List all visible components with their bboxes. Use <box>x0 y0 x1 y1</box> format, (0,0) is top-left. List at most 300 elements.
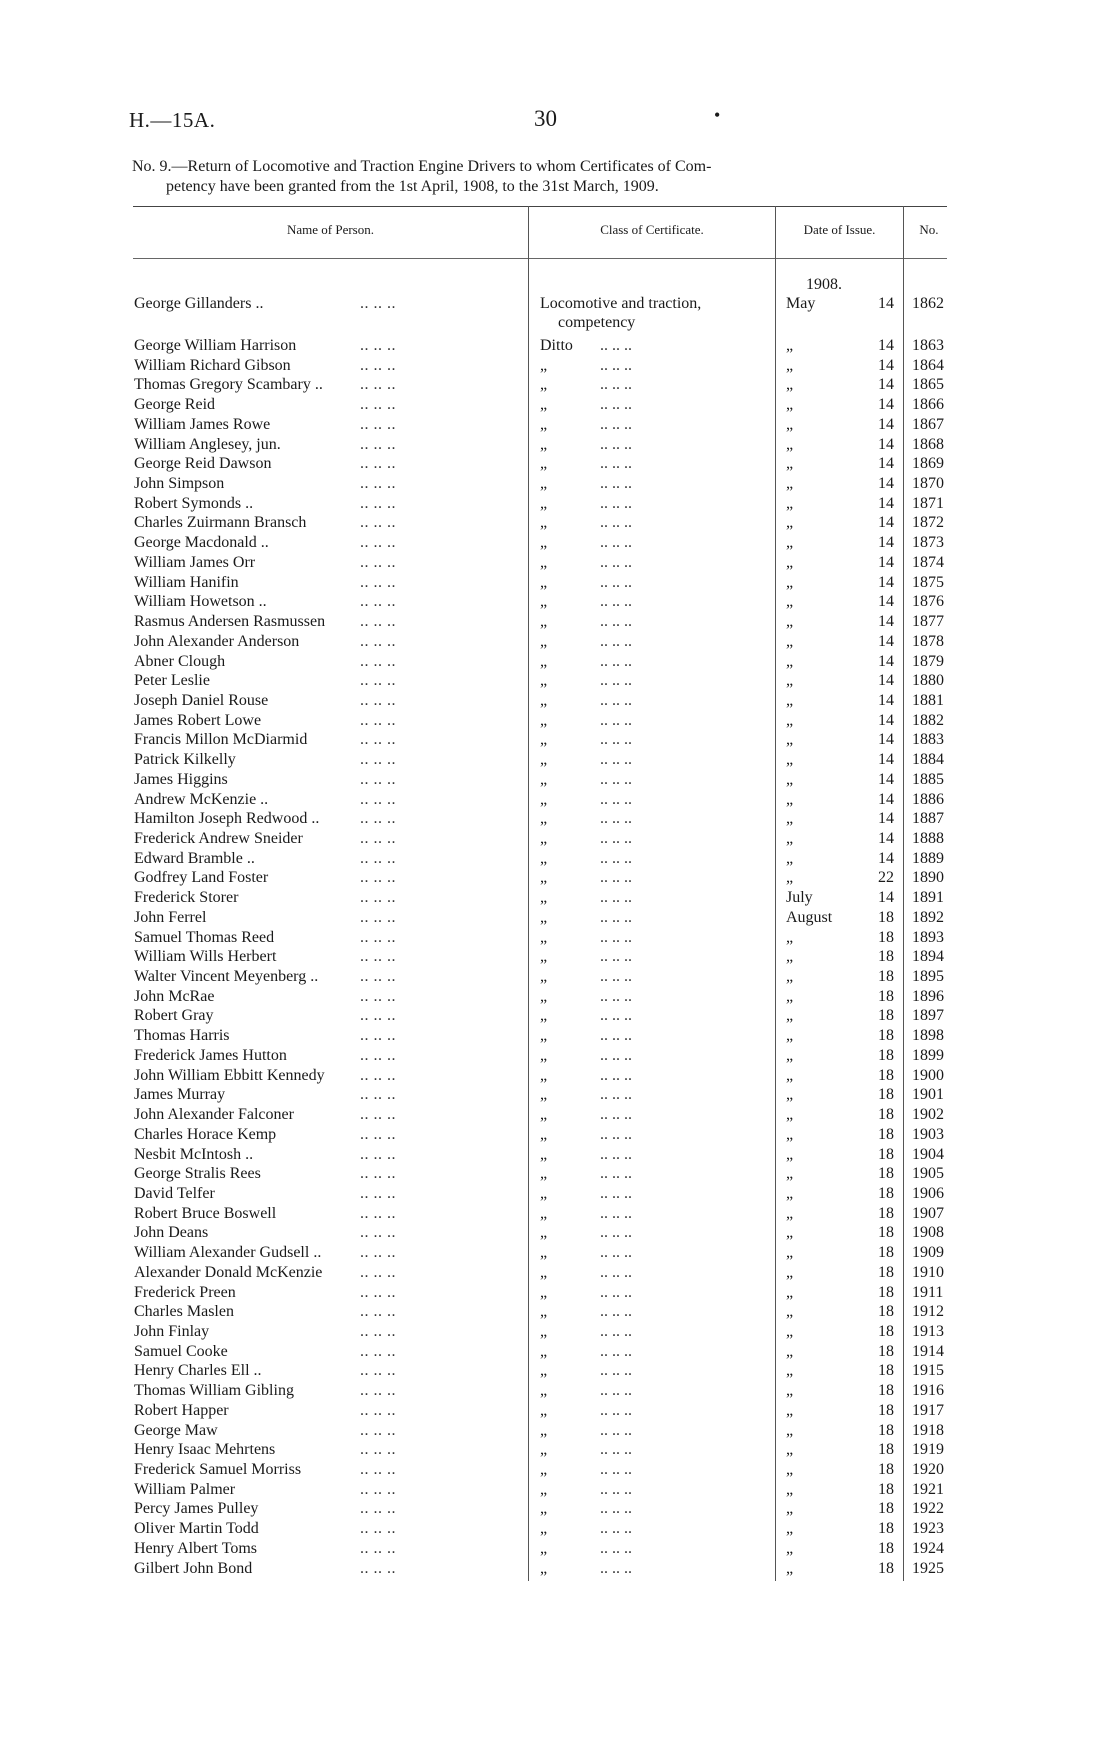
certificate-class: „ <box>540 731 548 749</box>
leader-dots: .. .. .. <box>600 672 632 690</box>
certificate-class: „ <box>540 1382 548 1400</box>
certificate-class: „ <box>540 593 548 611</box>
certificate-number: 1925 <box>912 1559 944 1577</box>
certificate-number: 1924 <box>912 1539 944 1557</box>
leader-dots: .. .. .. <box>360 295 396 312</box>
certificate-number: 1890 <box>912 869 944 887</box>
table-row <box>0 947 1114 967</box>
person-name: John Simpson <box>134 475 225 493</box>
issue-day: 14 <box>878 691 894 709</box>
issue-month: „ <box>786 1165 794 1183</box>
issue-month: „ <box>786 1066 794 1084</box>
leader-dots: .. .. .. <box>600 1401 632 1419</box>
person-name: Charles Zuirmann Bransch <box>134 514 307 532</box>
leader-dots: .. .. .. <box>600 613 632 631</box>
certificate-number: 1882 <box>912 711 944 729</box>
person-name: George William Harrison <box>134 337 297 354</box>
leader-dots: .. .. .. <box>360 534 396 552</box>
certificate-class: „ <box>540 1283 548 1301</box>
certificate-number: 1883 <box>912 731 944 749</box>
leader-dots: .. .. .. <box>360 1539 396 1557</box>
table-row <box>0 454 1114 474</box>
certificate-class: „ <box>540 1165 548 1183</box>
leader-dots: .. .. .. <box>360 1204 396 1222</box>
leader-dots: .. .. .. <box>600 1244 632 1262</box>
issue-day: 18 <box>878 1224 894 1242</box>
person-name: Frederick Andrew Sneider <box>134 830 303 847</box>
table-row <box>0 533 1114 553</box>
table-title <box>132 157 962 197</box>
person-name: Peter Leslie <box>134 672 210 690</box>
certificate-number: 1921 <box>912 1480 944 1498</box>
certificate-number: 1865 <box>912 376 944 394</box>
issue-day: 14 <box>878 494 894 512</box>
table-row <box>0 294 1114 314</box>
issue-day: 18 <box>878 1027 894 1045</box>
leader-dots: .. .. .. <box>600 1362 632 1380</box>
table-row <box>0 415 1114 435</box>
certificate-class: „ <box>540 830 548 847</box>
issue-day: 14 <box>878 830 894 847</box>
certificate-class: „ <box>540 475 548 493</box>
certificate-class: „ <box>540 1539 548 1557</box>
leader-dots: .. .. .. <box>600 889 632 907</box>
certificate-number: 1876 <box>912 593 944 611</box>
issue-day: 14 <box>878 455 894 473</box>
issue-day: 14 <box>878 396 894 414</box>
certificate-number: 1870 <box>912 475 944 493</box>
certificate-number: 1917 <box>912 1401 944 1419</box>
issue-month: „ <box>786 1184 794 1202</box>
issue-day: 14 <box>878 356 894 374</box>
column-header-date: Date of Issue. <box>803 222 876 237</box>
person-name: George Gillanders .. <box>134 295 264 312</box>
person-name: James Higgins <box>134 770 228 788</box>
table-row <box>0 1026 1114 1046</box>
issue-month: „ <box>786 415 794 433</box>
issue-month: „ <box>786 1520 794 1538</box>
person-name: John Finlay <box>134 1323 210 1340</box>
person-name: Edward Bramble .. <box>134 849 255 867</box>
certificate-class: „ <box>540 1106 548 1124</box>
certificate-number: 1891 <box>912 889 944 907</box>
issue-day: 18 <box>878 1539 894 1557</box>
issue-day: 14 <box>878 751 894 769</box>
table-row <box>0 513 1114 533</box>
leader-dots: .. .. .. <box>360 810 396 828</box>
issue-day: 18 <box>878 1145 894 1163</box>
leader-dots: .. .. .. <box>360 928 396 946</box>
person-name: Frederick Storer <box>134 889 239 907</box>
issue-month: „ <box>786 1106 794 1124</box>
certificate-number: 1888 <box>912 830 944 847</box>
certificate-class: „ <box>540 1303 548 1321</box>
issue-day: 18 <box>878 1303 894 1321</box>
leader-dots: .. .. .. <box>360 1441 396 1459</box>
person-name: John McRae <box>134 987 215 1005</box>
certificate-number: 1875 <box>912 573 944 591</box>
certificate-number: 1886 <box>912 790 944 808</box>
issue-day: 22 <box>878 869 894 887</box>
leader-dots: .. .. .. <box>600 1441 632 1459</box>
issue-month: „ <box>786 534 794 552</box>
certificate-class: „ <box>540 1046 548 1064</box>
issue-month: „ <box>786 1204 794 1222</box>
header-rule-top <box>133 206 947 207</box>
leader-dots: .. .. .. <box>600 1480 632 1498</box>
leader-dots: .. .. .. <box>600 948 632 966</box>
person-name: Thomas Harris <box>134 1027 230 1045</box>
certificate-number: 1902 <box>912 1106 944 1124</box>
certificate-class: „ <box>540 1145 548 1163</box>
issue-month: „ <box>786 1244 794 1262</box>
table-row <box>0 612 1114 632</box>
certificate-class: „ <box>540 376 548 394</box>
issue-day: 18 <box>878 1125 894 1143</box>
table-row <box>0 790 1114 810</box>
certificate-class: „ <box>540 691 548 709</box>
certificate-class: „ <box>540 573 548 591</box>
leader-dots: .. .. .. <box>600 790 632 808</box>
issue-month: „ <box>786 1303 794 1321</box>
certificate-class: „ <box>540 1027 548 1045</box>
leader-dots: .. .. .. <box>600 494 632 512</box>
leader-dots: .. .. .. <box>600 337 632 354</box>
table-row <box>0 849 1114 869</box>
person-name: Gilbert John Bond <box>134 1559 253 1577</box>
person-name: Rasmus Andersen Rasmussen <box>134 613 326 631</box>
leader-dots: .. .. .. <box>600 1066 632 1084</box>
leader-dots: .. .. .. <box>600 632 632 650</box>
leader-dots: .. .. .. <box>600 1303 632 1321</box>
leader-dots: .. .. .. <box>360 1303 396 1321</box>
certificate-number: 1920 <box>912 1461 944 1479</box>
table-row <box>0 1480 1114 1500</box>
certificate-class: „ <box>540 632 548 650</box>
certificate-number: 1863 <box>912 337 944 354</box>
page-number: 30 <box>534 106 557 131</box>
leader-dots: .. .. .. <box>360 691 396 709</box>
leader-dots: .. .. .. <box>360 751 396 769</box>
certificate-class: „ <box>540 514 548 532</box>
issue-month: „ <box>786 652 794 670</box>
person-name: Frederick Samuel Morriss <box>134 1461 302 1479</box>
table-row <box>0 888 1114 908</box>
certificate-number: 1900 <box>912 1066 944 1084</box>
leader-dots: .. .. .. <box>360 337 396 354</box>
table-title-line-2: petency have been granted from the 1st April, 1908, to the 31st March, 1909. <box>166 178 659 195</box>
issue-day: 14 <box>878 652 894 670</box>
table-row <box>0 1381 1114 1401</box>
certificate-number: 1868 <box>912 435 944 453</box>
leader-dots: .. .. .. <box>360 672 396 690</box>
leader-dots: .. .. .. <box>360 1559 396 1577</box>
certificate-number: 1880 <box>912 672 944 690</box>
year-label: 1908. <box>806 276 842 293</box>
leader-dots: .. .. .. <box>600 849 632 867</box>
issue-month: „ <box>786 475 794 493</box>
certificate-number: 1878 <box>912 632 944 650</box>
leader-dots: .. .. .. <box>360 1480 396 1498</box>
certificate-number: 1898 <box>912 1027 944 1045</box>
certificate-number: 1893 <box>912 928 944 946</box>
first-class-line-2: competency <box>558 314 636 331</box>
table-row <box>0 809 1114 829</box>
person-name: Henry Albert Toms <box>134 1539 258 1557</box>
leader-dots: .. .. .. <box>600 1224 632 1242</box>
table-row <box>0 1519 1114 1539</box>
certificate-class: „ <box>540 1125 548 1143</box>
issue-day: 18 <box>878 1520 894 1538</box>
issue-day: 14 <box>878 849 894 867</box>
issue-month: „ <box>786 1007 794 1025</box>
certificate-class: „ <box>540 1224 548 1242</box>
certificate-class: „ <box>540 790 548 808</box>
issue-month: „ <box>786 494 794 512</box>
certificate-number: 1908 <box>912 1224 944 1242</box>
table-row <box>0 356 1114 376</box>
leader-dots: .. .. .. <box>360 1106 396 1124</box>
issue-month: „ <box>786 1086 794 1104</box>
issue-day: 18 <box>878 1263 894 1281</box>
person-name: Walter Vincent Meyenberg .. <box>134 968 319 986</box>
issue-month: „ <box>786 1441 794 1459</box>
table-row <box>0 928 1114 948</box>
leader-dots: .. .. .. <box>360 415 396 433</box>
certificate-number: 1866 <box>912 396 944 414</box>
certificate-class: „ <box>540 1520 548 1538</box>
person-name: Henry Isaac Mehrtens <box>134 1441 276 1459</box>
certificate-number: 1923 <box>912 1520 944 1538</box>
leader-dots: .. .. .. <box>360 1323 396 1340</box>
table-row <box>0 336 1114 356</box>
table-row <box>0 494 1114 514</box>
issue-month: „ <box>786 1342 794 1360</box>
certificate-number: 1905 <box>912 1165 944 1183</box>
issue-day: 18 <box>878 1362 894 1380</box>
issue-month: „ <box>786 632 794 650</box>
leader-dots: .. .. .. <box>600 751 632 769</box>
person-name: Thomas William Gibling <box>134 1382 294 1400</box>
issue-day: 18 <box>878 1500 894 1518</box>
table-row <box>0 1046 1114 1066</box>
first-class-line-1: Locomotive and traction, <box>540 295 702 312</box>
leader-dots: .. .. .. <box>360 376 396 394</box>
certificate-class: „ <box>540 356 548 374</box>
certificate-class: „ <box>540 1244 548 1262</box>
certificate-number: 1916 <box>912 1382 944 1400</box>
certificate-class: „ <box>540 770 548 788</box>
leader-dots: .. .. .. <box>360 1046 396 1064</box>
issue-month: „ <box>786 1263 794 1281</box>
certificate-number: 1907 <box>912 1204 944 1222</box>
table-row <box>0 1066 1114 1086</box>
issue-day: 18 <box>878 1323 894 1340</box>
table-row <box>0 1440 1114 1460</box>
leader-dots: .. .. .. <box>360 849 396 867</box>
certificate-class: „ <box>540 494 548 512</box>
issue-day: 14 <box>878 632 894 650</box>
person-name: George Reid Dawson <box>134 455 272 473</box>
table-row <box>0 868 1114 888</box>
issue-month: „ <box>786 435 794 453</box>
issue-day: 18 <box>878 1461 894 1479</box>
certificate-number: 1889 <box>912 849 944 867</box>
issue-month: „ <box>786 731 794 749</box>
table-row <box>0 1322 1114 1342</box>
issue-day: 14 <box>878 295 894 312</box>
person-name: William Howetson .. <box>134 593 267 611</box>
table-row <box>0 435 1114 455</box>
certificate-class: „ <box>540 1086 548 1104</box>
certificate-class: „ <box>540 1263 548 1281</box>
issue-month: „ <box>786 751 794 769</box>
leader-dots: .. .. .. <box>360 948 396 966</box>
table-row <box>0 1559 1114 1579</box>
table-row <box>0 691 1114 711</box>
leader-dots: .. .. .. <box>360 356 396 374</box>
issue-day: 18 <box>878 948 894 966</box>
issue-day: 18 <box>878 1559 894 1577</box>
issue-day: 18 <box>878 1342 894 1360</box>
issue-day: 14 <box>878 573 894 591</box>
table-row <box>0 652 1114 672</box>
person-name: Godfrey Land Foster <box>134 869 269 887</box>
leader-dots: .. .. .. <box>600 928 632 946</box>
issue-month: „ <box>786 810 794 828</box>
certificate-number: 1877 <box>912 613 944 631</box>
leader-dots: .. .. .. <box>360 1244 396 1262</box>
certificate-class: „ <box>540 1066 548 1084</box>
issue-month: „ <box>786 1283 794 1301</box>
table-row <box>0 829 1114 849</box>
table-row <box>0 1361 1114 1381</box>
leader-dots: .. .. .. <box>600 1539 632 1557</box>
leader-dots: .. .. .. <box>600 1559 632 1577</box>
certificate-class: Ditto <box>540 337 573 354</box>
certificate-number: 1897 <box>912 1007 944 1025</box>
person-name: Charles Horace Kemp <box>134 1125 277 1143</box>
leader-dots: .. .. .. <box>600 1007 632 1025</box>
certificate-number: 1909 <box>912 1244 944 1262</box>
person-name: Oliver Martin Todd <box>134 1520 259 1538</box>
leader-dots: .. .. .. <box>360 1184 396 1202</box>
issue-month: „ <box>786 869 794 887</box>
leader-dots: .. .. .. <box>360 1027 396 1045</box>
leader-dots: .. .. .. <box>360 1382 396 1400</box>
certificate-number: 1873 <box>912 534 944 552</box>
table-row <box>0 592 1114 612</box>
person-name: Robert Bruce Boswell <box>134 1204 277 1222</box>
person-name: Henry Charles Ell .. <box>134 1362 262 1380</box>
leader-dots: .. .. .. <box>360 790 396 808</box>
table-row <box>0 1105 1114 1125</box>
table-row <box>0 908 1114 928</box>
certificate-class: „ <box>540 810 548 828</box>
issue-month: „ <box>786 1027 794 1045</box>
certificate-number: 1887 <box>912 810 944 828</box>
leader-dots: .. .. .. <box>360 1263 396 1281</box>
issue-day: 14 <box>878 790 894 808</box>
issue-day: 18 <box>878 1382 894 1400</box>
leader-dots: .. .. .. <box>360 652 396 670</box>
certificate-class: „ <box>540 849 548 867</box>
person-name: George Macdonald .. <box>134 534 269 552</box>
table-row <box>0 632 1114 652</box>
leader-dots: .. .. .. <box>360 494 396 512</box>
issue-month: „ <box>786 1362 794 1380</box>
issue-month: „ <box>786 948 794 966</box>
certificate-class: „ <box>540 1323 548 1340</box>
table-row <box>0 671 1114 691</box>
leader-dots: .. .. .. <box>600 830 632 847</box>
issue-month: „ <box>786 356 794 374</box>
issue-day: 14 <box>878 731 894 749</box>
leader-dots: .. .. .. <box>360 1500 396 1518</box>
certificate-class: „ <box>540 889 548 907</box>
certificate-number: 1864 <box>912 356 944 374</box>
person-name: Frederick Preen <box>134 1283 236 1301</box>
issue-day: 18 <box>878 1480 894 1498</box>
leader-dots: .. .. .. <box>600 1027 632 1045</box>
issue-month: August <box>786 908 833 926</box>
issue-day: 18 <box>878 1086 894 1104</box>
issue-month: „ <box>786 1539 794 1557</box>
leader-dots: .. .. .. <box>360 1461 396 1479</box>
certificate-class: „ <box>540 415 548 433</box>
certificate-number: 1862 <box>912 295 944 312</box>
issue-month: May <box>786 295 816 312</box>
person-name: Frederick James Hutton <box>134 1046 287 1064</box>
certificate-number: 1899 <box>912 1046 944 1064</box>
table-row <box>0 1302 1114 1322</box>
leader-dots: .. .. .. <box>600 869 632 887</box>
person-name: William James Orr <box>134 553 256 571</box>
leader-dots: .. .. .. <box>600 770 632 788</box>
issue-day: 14 <box>878 672 894 690</box>
person-name: Robert Symonds .. <box>134 494 254 512</box>
issue-month: „ <box>786 672 794 690</box>
issue-day: 14 <box>878 514 894 532</box>
table-row <box>0 375 1114 395</box>
leader-dots: .. .. .. <box>600 652 632 670</box>
leader-dots: .. .. .. <box>600 1421 632 1439</box>
leader-dots: .. .. .. <box>360 1086 396 1104</box>
leader-dots: .. .. .. <box>600 593 632 611</box>
certificate-number: 1869 <box>912 455 944 473</box>
leader-dots: .. .. .. <box>360 632 396 650</box>
leader-dots: .. .. .. <box>360 396 396 414</box>
leader-dots: .. .. .. <box>600 356 632 374</box>
issue-day: 14 <box>878 553 894 571</box>
certificate-class: „ <box>540 1204 548 1222</box>
leader-dots: .. .. .. <box>360 553 396 571</box>
person-name: John William Ebbitt Kennedy <box>134 1066 325 1084</box>
certificate-class: „ <box>540 1342 548 1360</box>
leader-dots: .. .. .. <box>360 731 396 749</box>
certificate-class: „ <box>540 534 548 552</box>
leader-dots: .. .. .. <box>360 987 396 1005</box>
issue-month: „ <box>786 396 794 414</box>
issue-day: 14 <box>878 810 894 828</box>
certificate-class: „ <box>540 1500 548 1518</box>
person-name: John Ferrel <box>134 908 207 926</box>
leader-dots: .. .. .. <box>600 968 632 986</box>
person-name: Joseph Daniel Rouse <box>134 691 269 709</box>
issue-month: „ <box>786 1224 794 1242</box>
issue-day: 14 <box>878 337 894 354</box>
issue-month: „ <box>786 514 794 532</box>
